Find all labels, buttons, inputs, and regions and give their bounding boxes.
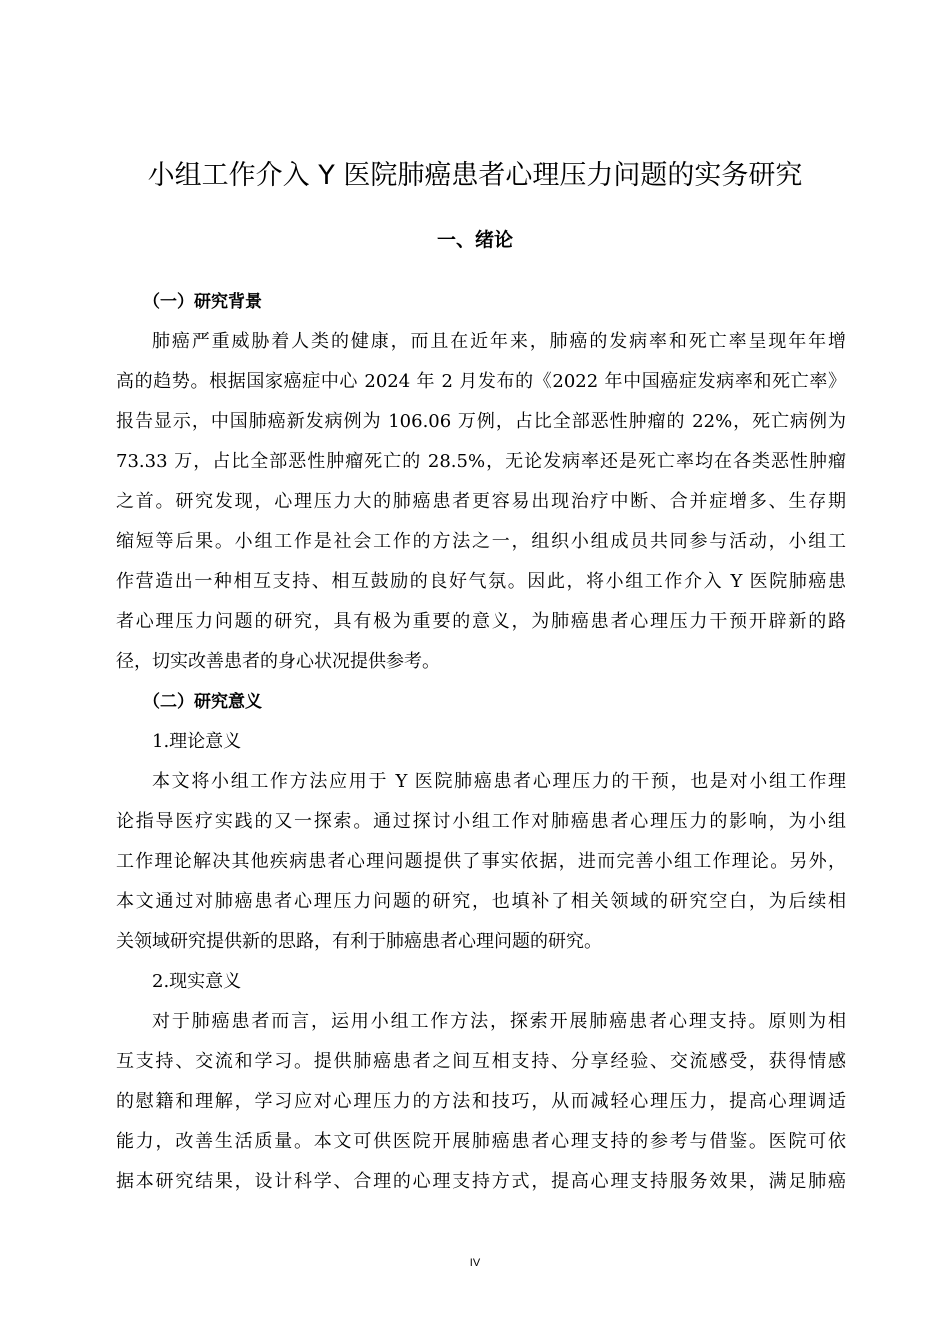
paragraph-line: 对于肺癌患者而言，运用小组工作方法，探索开展肺癌患者心理支持。原则为相: [152, 1011, 846, 1032]
paragraph-line: 作营造出一种相互支持、相互鼓励的良好气氛。因此，将小组工作介入 Y 医院肺癌患: [116, 571, 846, 592]
paragraph-line: 工作理论解决其他疾病患者心理问题提供了事实依据，进而完善小组工作理论。另外，: [116, 851, 846, 872]
paragraph-line: 互支持、交流和学习。提供肺癌患者之间互相支持、分享经验、交流感受，获得情感: [116, 1051, 846, 1072]
document-title: 小组工作介入 Y 医院肺癌患者心理压力问题的实务研究: [147, 160, 803, 191]
paragraph-line: 缩短等后果。小组工作是社会工作的方法之一，组织小组成员共同参与活动，小组工: [116, 531, 846, 552]
paragraph-line: 径，切实改善患者的身心状况提供参考。: [116, 651, 440, 672]
paragraph-line: 论指导医疗实践的又一探索。通过探讨小组工作对肺癌患者心理压力的影响，为小组: [116, 811, 846, 832]
paragraph-line: 本文通过对肺癌患者心理压力问题的研究，也填补了相关领域的研究空白，为后续相: [116, 891, 846, 912]
paragraph-line: 报告显示，中国肺癌新发病例为 106.06 万例，占比全部恶性肿瘤的 22%，死亡病例为: [116, 411, 846, 432]
page-number: IV: [469, 1257, 481, 1269]
section-heading-background: （一）研究背景: [143, 292, 262, 312]
chapter-heading: 一、绪论: [436, 229, 513, 251]
paragraph-line: 本文将小组工作方法应用于 Y 医院肺癌患者心理压力的干预，也是对小组工作理: [152, 771, 846, 792]
document-body: [116, 282, 846, 1202]
paragraph-line: 者心理压力问题的研究，具有极为重要的意义，为肺癌患者心理压力干预开辟新的路: [116, 611, 846, 632]
paragraph-line: 的慰籍和理解，学习应对心理压力的方法和技巧，从而减轻心理压力，提高心理调适: [116, 1091, 846, 1112]
subsection-heading-theory: 1.理论意义: [152, 731, 242, 752]
subsection-heading-practice: 2.现实意义: [152, 971, 242, 992]
paragraph-line: 据本研究结果，设计科学、合理的心理支持方式，提高心理支持服务效果，满足肺癌: [116, 1171, 846, 1192]
paragraph-line: 73.33 万，占比全部恶性肿瘤死亡的 28.5%，无论发病率还是死亡率均在各类恶性肿瘤: [116, 451, 846, 472]
paragraph-line: 之首。研究发现，心理压力大的肺癌患者更容易出现治疗中断、合并症增多、生存期: [116, 491, 846, 512]
paragraph-line: 肺癌严重威胁着人类的健康，而且在近年来，肺癌的发病率和死亡率呈现年年增: [152, 331, 846, 352]
paragraph-line: 高的趋势。根据国家癌症中心 2024 年 2 月发布的《2022 年中国癌症发病率和死亡率》: [116, 371, 846, 392]
paragraph-line: 关领域研究提供新的思路，有利于肺癌患者心理问题的研究。: [116, 931, 602, 952]
paragraph-line: 能力，改善生活质量。本文可供医院开展肺癌患者心理支持的参考与借鉴。医院可依: [116, 1131, 846, 1152]
section-heading-significance: （二）研究意义: [143, 692, 262, 712]
